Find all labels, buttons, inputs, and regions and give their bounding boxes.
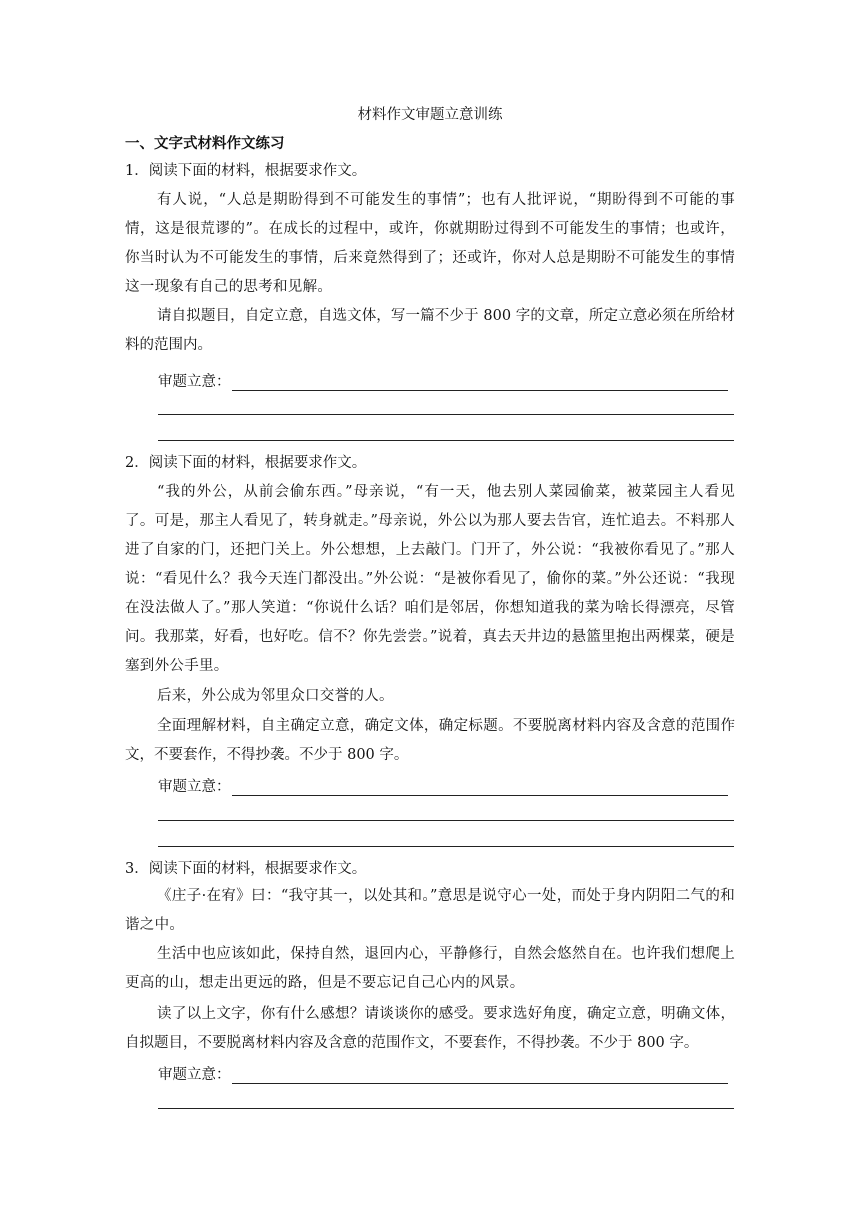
question-1-blank-line-1[interactable] bbox=[158, 414, 734, 415]
answer-line[interactable] bbox=[232, 795, 728, 796]
question-2-answer-row[interactable] bbox=[158, 776, 728, 798]
document-title: 材料作文审题立意训练 bbox=[357, 107, 503, 123]
question-2-requirement: 全面理解材料，自主确定立意，确定文体，确定标题。不要脱离材料内容及含意的范围作文，不要套作，不得抄袭。不少于 800 字。 bbox=[125, 718, 735, 763]
question-1-answer-row[interactable] bbox=[158, 371, 728, 393]
question-3-material: 《庄子·在宥》曰：“我守其一，以处其和。”意思是说守心一处，而处于身内阴阳二气的和谐之中。 bbox=[125, 888, 735, 933]
question-1-blank-line-2[interactable] bbox=[158, 440, 734, 441]
question-2-blank-line-2[interactable] bbox=[158, 846, 734, 847]
question-1-heading: 1．阅读下面的材料，根据要求作文。 bbox=[125, 163, 367, 179]
question-2-blank-line-1[interactable] bbox=[158, 820, 734, 821]
answer-label: 审题立意： bbox=[158, 374, 231, 390]
question-3-answer-row[interactable] bbox=[158, 1064, 728, 1086]
question-3-requirement: 读了以上文字，你有什么感想？请谈谈你的感受。要求选好角度，确定立意，明确文体，自拟题目，不要脱离材料内容及含意的范围作文，不要套作，不得抄袭。不少于 800 字。 bbox=[125, 1006, 735, 1051]
question-1-requirement: 请自拟题目，自定立意，自选文体，写一篇不少于 800 字的文章，所定立意必须在所给材料的范围内。 bbox=[125, 308, 735, 353]
question-3-heading: 3．阅读下面的材料，根据要求作文。 bbox=[125, 861, 367, 877]
question-1-material: 有人说，“人总是期盼得到不可能发生的事情”；也有人批评说，“期盼得到不可能的事情，这是很荒谬的”。在成长的过程中，或许，你就期盼过得到不可能发生的事情；也或许，你当时认为不可能发生的事情，后来竟然得到了；还或许，你对人总是期盼不可能发生的事情这一现象有自己的思考和见解。 bbox=[125, 192, 735, 295]
section-heading: 一、文字式材料作文练习 bbox=[125, 136, 285, 152]
answer-line[interactable] bbox=[232, 390, 728, 391]
question-3-material-2: 生活中也应该如此，保持自然，退回内心，平静修行，自然会悠然自在。也许我们想爬上更高的山，想走出更远的路，但是不要忘记自己心内的风景。 bbox=[125, 946, 735, 991]
answer-label: 审题立意： bbox=[158, 1067, 231, 1083]
answer-line[interactable] bbox=[232, 1083, 728, 1084]
question-2-heading: 2．阅读下面的材料，根据要求作文。 bbox=[125, 455, 367, 471]
question-3-blank-line-1[interactable] bbox=[158, 1108, 734, 1109]
question-2-material: “我的外公，从前会偷东西。”母亲说，“有一天，他去别人菜园偷菜，被菜园主人看见了。可是，那主人看见了，转身就走。”母亲说，外公以为那人要去告官，连忙追去。不料那人进了自家的门，还把门关上。外公想想，上去敲门。门开了，外公说：“我被你看见了。”那人说：“看见什么？我今天连门都没出。”外公说：“是被你看见了，偷你的菜。”外公还说：“我现在没法做人了。”那人笑道：“你说什么话？咱们是邻居，你想知道我的菜为啥长得漂亮，尽管问。我那菜，好看，也好吃。信不？你先尝尝。”说着，真去天井边的悬篮里抱出两棵菜，硬是塞到外公手里。 bbox=[125, 484, 735, 674]
answer-label: 审题立意： bbox=[158, 779, 231, 795]
question-2-material-2: 后来，外公成为邻里众口交誉的人。 bbox=[157, 688, 394, 704]
